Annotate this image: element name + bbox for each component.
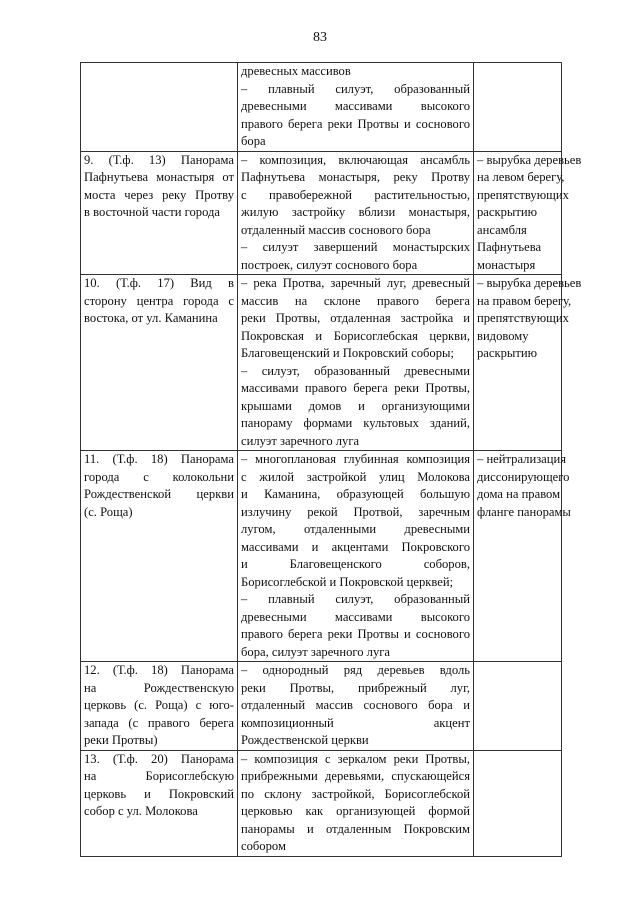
table-row <box>81 662 562 751</box>
cell-line: панораму формами культовых зданий, <box>241 416 470 430</box>
cell-line: силуэт заречного луга <box>241 433 360 448</box>
cell-line: отдаленный массив соснового бора и <box>241 698 470 712</box>
cell-line: 9. (Т.ф. 13) Панорама <box>84 152 234 167</box>
cell-line: диссонирующего <box>477 469 570 484</box>
cell-line: построек, силуэт соснового бора <box>241 257 418 272</box>
cell-line: 12. (Т.ф. 18) Панорама <box>84 663 234 677</box>
cell-line: реки Протвы, отдаленная застройка и <box>241 311 470 325</box>
cell-line: монастыря <box>477 257 536 272</box>
cell-line: – река Протва, заречный луг, древесный <box>241 276 470 290</box>
cell-line: крышами домов и организующими <box>241 398 470 413</box>
cell-line: – нейтрализация <box>477 452 567 466</box>
cell-line: – вырубка деревьев <box>477 276 582 290</box>
cell-line: 10. (Т.ф. 17) Вид в <box>84 276 234 290</box>
cell-line: Пафнутьева монастыря от <box>84 170 234 184</box>
table-row <box>81 151 562 275</box>
cell-line: (с. Роща) <box>84 504 133 519</box>
composition-cell <box>238 750 474 856</box>
cell-line: правого берега реки Протвы и соснового <box>241 116 470 131</box>
cell-line: – композиция, включающая ансамбль <box>241 152 470 167</box>
cell-line: массивами правого берега реки Протвы, <box>241 381 470 395</box>
cell-line: Благовещенский и Покровский соборы; <box>241 346 454 360</box>
cell-line: массивами и акцентами Покровского <box>241 539 470 554</box>
cell-line: – однородный ряд деревьев вдоль <box>241 663 470 677</box>
cell-line: с жилой застройкой улиц Молокова <box>241 469 470 484</box>
cell-line: Пафнутьева <box>477 240 542 254</box>
cell-line: Пафнутьева монастыря, реку Протву <box>241 170 470 184</box>
cell-line: с правобережной растительностью, <box>241 187 470 202</box>
cell-line: излучину рекой Протвой, заречным <box>241 504 470 519</box>
measures-cell <box>474 151 582 275</box>
cell-line: на Рождественскую <box>84 680 234 695</box>
cell-line: отдаленный массив соснового бора <box>241 222 431 237</box>
cell-line: в восточной части города <box>84 205 221 219</box>
cell-line: и Благовещенского соборов, <box>241 557 470 571</box>
measures-cell <box>474 275 582 451</box>
composition-cell <box>238 151 474 275</box>
cell-line: видовому <box>477 328 529 343</box>
cell-line: – плавный силуэт, образованный <box>241 81 470 96</box>
cell-line: препятствующих <box>477 311 569 325</box>
cell-line: Покровская и Борисоглебская церкви, <box>241 328 470 343</box>
measures-cell <box>474 750 562 856</box>
cell-line: дома на правом <box>477 487 561 501</box>
cell-line: лугом, отдаленными древесными <box>241 522 470 536</box>
composition-cell <box>238 275 474 451</box>
cell-line: – многоплановая глубинная композиция <box>241 452 470 466</box>
view-name-cell <box>81 662 238 751</box>
table-row <box>81 451 562 662</box>
cell-line: раскрытию <box>477 205 538 219</box>
cell-line: препятствующих <box>477 187 569 202</box>
cell-line: церковь (с. Роща) с юго- <box>84 698 234 712</box>
measures-cell <box>474 63 562 152</box>
composition-cell <box>238 451 474 662</box>
cell-line: – вырубка деревьев <box>477 152 582 167</box>
table-row <box>81 63 562 152</box>
cell-line: собор с ул. Молокова <box>84 804 198 818</box>
cell-line: древесными массивами высокого <box>241 609 470 624</box>
cell-line: жилую застройку вблизи монастыря, <box>241 205 470 219</box>
cell-line: правого берега реки Протвы и соснового <box>241 627 470 641</box>
cell-line: на левом берегу, <box>477 170 565 184</box>
composition-cell <box>238 662 474 751</box>
cell-line: реки Протвы) <box>84 733 158 747</box>
cell-line: древесных массивов <box>241 64 351 78</box>
cell-line: и Каманина, образующей большую <box>241 487 470 501</box>
cell-line: Рождественской церкви <box>241 733 369 747</box>
cell-line: сторону центра города с <box>84 293 234 308</box>
cell-line: 11. (Т.ф. 18) Панорама <box>84 452 234 466</box>
composition-cell <box>238 63 474 152</box>
cell-line: раскрытию <box>477 346 538 360</box>
view-name-cell <box>81 451 238 662</box>
cell-line: древесными массивами высокого <box>241 99 470 113</box>
page-number: 83 <box>313 30 327 45</box>
cell-line: по склону застройкой, Борисоглебской <box>241 786 470 801</box>
cell-line: города с колокольни <box>84 469 234 484</box>
cell-line: композиционный акцент <box>241 715 470 730</box>
cell-line: Борисоглебской и Покровской церквей; <box>241 574 454 589</box>
cell-line: ансамбля <box>477 222 527 237</box>
cell-line: бора <box>241 134 266 148</box>
cell-line: на правом берегу, <box>477 293 572 308</box>
cell-line: церковь и Покровский <box>84 786 234 801</box>
cell-line: прибрежными деревьями, спускающейся <box>241 769 470 783</box>
cell-line: реки Протвы, прибрежный луг, <box>241 680 470 695</box>
cell-line: моста через реку Протву <box>84 187 234 202</box>
landscape-views-table <box>80 62 582 857</box>
cell-line: – силуэт завершений монастырских <box>241 240 470 254</box>
table-row <box>81 750 562 856</box>
cell-line: собором <box>241 839 286 853</box>
cell-line: церковью как организующей формой <box>241 804 470 818</box>
view-name-cell <box>81 151 238 275</box>
cell-line: на Борисоглебскую <box>84 769 234 783</box>
table-row <box>81 275 562 451</box>
measures-cell <box>474 662 562 751</box>
cell-line: востока, от ул. Каманина <box>84 311 218 325</box>
view-name-cell <box>81 63 238 152</box>
view-name-cell <box>81 275 238 451</box>
cell-line: – силуэт, образованный древесными <box>241 363 470 378</box>
cell-line: – плавный силуэт, образованный <box>241 592 470 606</box>
cell-line: запада (с правого берега <box>84 715 234 730</box>
cell-line: – композиция с зеркалом реки Протвы, <box>241 751 470 766</box>
cell-line: фланге панорамы <box>477 504 571 519</box>
cell-line: бора, силуэт заречного луга <box>241 644 390 659</box>
measures-cell <box>474 451 571 662</box>
cell-line: 13. (Т.ф. 20) Панорама <box>84 751 234 766</box>
view-name-cell <box>81 750 238 856</box>
cell-line: Рождественской церкви <box>84 487 234 501</box>
cell-line: массив на склоне правого берега <box>241 293 470 308</box>
cell-line: панорамы и отдаленным Покровским <box>241 821 470 836</box>
